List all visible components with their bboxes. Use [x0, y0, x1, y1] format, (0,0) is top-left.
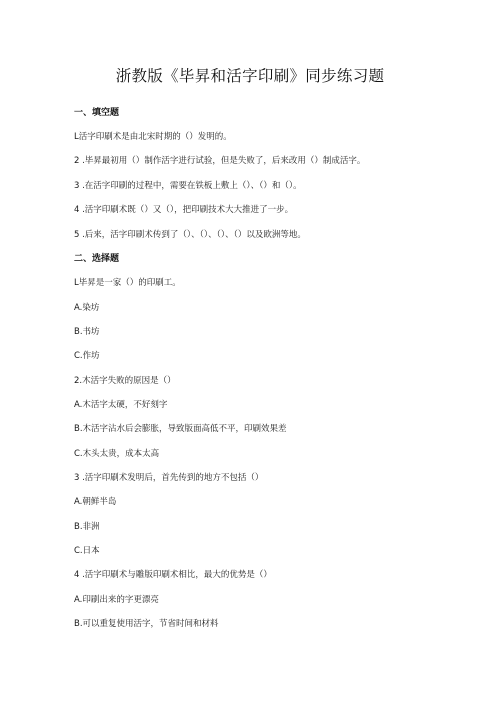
fill-blank-question-5: 5 .后来，活字印刷术传到了（）、（）、（）、（）以及欧洲等地。 [74, 230, 306, 240]
choice-option: B.书坊 [74, 327, 100, 337]
choice-question-3: 3 .活字印刷术发明后，首先传到的地方不包括（） [74, 473, 264, 483]
choice-option: A.印刷出来的字更漂亮 [74, 595, 159, 605]
choice-question-1: L毕昇是一家（）的印刷工。 [74, 278, 181, 288]
fill-blank-question-3: 3 .在活字印刷的过程中，需要在铁板上敷上（）、（）和（）。 [74, 181, 302, 191]
choice-option: A.木活字太硬，不好刻字 [74, 400, 168, 410]
choice-option: B.可以重复使用活字，节省时间和材料 [74, 619, 219, 629]
choice-option: A.朝鲜半岛 [74, 497, 117, 507]
fill-blank-question-4: 4 .活字印刷术既（）又（），把印刷技术大大推进了一步。 [74, 205, 294, 215]
choice-option: C.木头太贵，成本太高 [74, 449, 160, 459]
choice-question-4: 4 .活字印刷术与雕版印刷术相比，最大的优势是（） [74, 570, 272, 580]
choice-question-2: 2.木活字失败的原因是（） [74, 376, 176, 386]
fill-blank-question-2: 2 .毕昇最初用（）制作活字进行试验，但是失败了，后来改用（）制成活字。 [74, 156, 366, 166]
section-heading-multiple-choice: 二、选择题 [74, 254, 120, 264]
page-title: 浙教版《毕昇和活字印刷》同步练习题 [115, 67, 385, 85]
section-heading-fill-blank: 一、填空题 [74, 108, 120, 118]
choice-option: A.染坊 [74, 303, 100, 313]
choice-option: C.日本 [74, 546, 100, 556]
choice-option: B.非洲 [74, 522, 100, 532]
fill-blank-question-1: L活字印刷术是由北宋时期的（）发明的。 [74, 132, 232, 142]
choice-option: B.木活字沾水后会膨胀，导致版面高低不平，印刷效果差 [74, 424, 287, 434]
choice-option: C.作坊 [74, 351, 100, 361]
